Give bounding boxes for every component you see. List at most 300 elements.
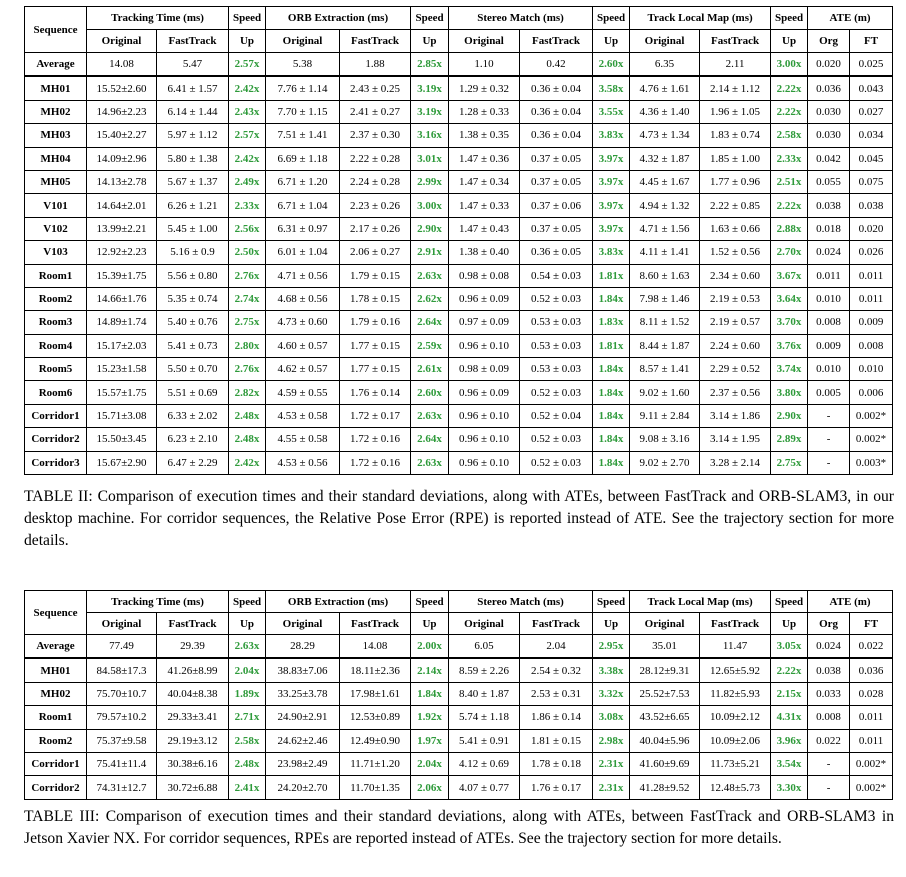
org-header: Org (808, 613, 850, 635)
orb-speedup-cell: 3.19x (411, 100, 449, 123)
stereo-original-cell: 1.38 ± 0.40 (449, 241, 520, 264)
stereo-speedup-cell: 2.31x (593, 752, 630, 775)
stereo-speedup-cell: 1.81x (593, 334, 630, 357)
ate-org-cell: - (808, 752, 850, 775)
sequence-cell: MH01 (25, 76, 87, 100)
ate-org-cell: 0.042 (808, 147, 850, 170)
tracking-speedup-cell: 2.41x (229, 776, 266, 799)
up-header: Up (593, 30, 630, 53)
tracking-fasttrack-cell: 6.47 ± 2.29 (157, 451, 229, 474)
orb-speedup-cell: 2.90x (411, 217, 449, 240)
table-iii (24, 590, 893, 800)
sequence-cell: Room1 (25, 264, 87, 287)
stereo-fasttrack-cell: 0.36 ± 0.05 (520, 241, 593, 264)
orb-original-cell: 4.62 ± 0.57 (266, 358, 340, 381)
sequence-cell: MH02 (25, 100, 87, 123)
ate-ft-cell: 0.002* (850, 404, 893, 427)
ate-ft-cell: 0.009 (850, 311, 893, 334)
original-header: Original (449, 30, 520, 53)
stereo-speedup-cell: 3.38x (593, 658, 630, 682)
orb-fasttrack-cell: 18.11±2.36 (340, 658, 411, 682)
original-header: Original (87, 30, 157, 53)
stereo-original-cell: 4.07 ± 0.77 (449, 776, 520, 799)
sequence-cell: Corridor2 (25, 428, 87, 451)
fasttrack-header: FastTrack (157, 30, 229, 53)
stereo-speedup-cell: 2.31x (593, 776, 630, 799)
orb-speedup-cell: 2.60x (411, 381, 449, 404)
tracking-original-cell: 15.17±2.03 (87, 334, 157, 357)
localmap-speedup-cell: 3.76x (771, 334, 808, 357)
table-ii (24, 6, 893, 475)
localmap-fasttrack-cell: 1.52 ± 0.56 (700, 241, 771, 264)
stereo-original-cell: 1.10 (449, 53, 520, 77)
orb-speedup-cell: 2.14x (411, 658, 449, 682)
ate-org-cell: 0.036 (808, 76, 850, 100)
tracking-fasttrack-cell: 5.16 ± 0.9 (157, 241, 229, 264)
stereo-original-cell: 0.96 ± 0.10 (449, 404, 520, 427)
up-header: Up (411, 30, 449, 53)
localmap-original-cell: 40.04±5.96 (630, 729, 700, 752)
sequence-cell: Average (25, 635, 87, 659)
stereo-fasttrack-cell: 0.54 ± 0.03 (520, 264, 593, 287)
orb-speedup-cell: 3.00x (411, 194, 449, 217)
table-row (25, 194, 893, 217)
stereo-speedup-cell: 1.84x (593, 287, 630, 310)
tracking-original-cell: 15.39±1.75 (87, 264, 157, 287)
stereo-speedup-cell: 1.84x (593, 404, 630, 427)
localmap-speedup-cell: 3.74x (771, 358, 808, 381)
stereo-fasttrack-cell: 0.53 ± 0.03 (520, 311, 593, 334)
orb-fasttrack-cell: 1.72 ± 0.17 (340, 404, 411, 427)
ate-ft-cell: 0.002* (850, 776, 893, 799)
tracking-fasttrack-cell: 29.19±3.12 (157, 729, 229, 752)
stereo-fasttrack-cell: 0.53 ± 0.03 (520, 334, 593, 357)
stereo-original-cell: 1.47 ± 0.36 (449, 147, 520, 170)
orb-fasttrack-cell: 1.79 ± 0.16 (340, 311, 411, 334)
orb-speedup-cell: 2.04x (411, 752, 449, 775)
fasttrack-header: FastTrack (157, 613, 229, 635)
stereo-speedup-cell: 2.98x (593, 729, 630, 752)
org-header: Org (808, 30, 850, 53)
original-header: Original (266, 30, 340, 53)
stereo-speedup-cell: 1.84x (593, 428, 630, 451)
localmap-fasttrack-cell: 12.48±5.73 (700, 776, 771, 799)
tracking-fasttrack-cell: 5.35 ± 0.74 (157, 287, 229, 310)
stereo-original-cell: 1.38 ± 0.35 (449, 124, 520, 147)
table-row (25, 147, 893, 170)
up-header: Up (229, 30, 266, 53)
fasttrack-header: FastTrack (520, 613, 593, 635)
localmap-speedup-cell: 2.22x (771, 100, 808, 123)
ate-ft-cell: 0.011 (850, 264, 893, 287)
orb-speedup-cell: 2.85x (411, 53, 449, 77)
table-row (25, 404, 893, 427)
localmap-speedup-cell: 2.58x (771, 124, 808, 147)
tracking-fasttrack-cell: 30.72±6.88 (157, 776, 229, 799)
localmap-speedup-cell: 4.31x (771, 706, 808, 729)
ate-org-cell: - (808, 776, 850, 799)
orb-fasttrack-cell: 1.77 ± 0.15 (340, 358, 411, 381)
tracking-fasttrack-cell: 29.39 (157, 635, 229, 659)
tracking-speedup-cell: 2.50x (229, 241, 266, 264)
tracking-speedup-cell: 2.57x (229, 124, 266, 147)
orb-speedup-cell: 2.63x (411, 451, 449, 474)
tracking-original-cell: 15.57±1.75 (87, 381, 157, 404)
tracking-fasttrack-cell: 6.26 ± 1.21 (157, 194, 229, 217)
tracking-original-cell: 14.08 (87, 53, 157, 77)
stereo-match-header: Stereo Match (ms) (449, 7, 593, 30)
localmap-speedup-cell: 2.22x (771, 194, 808, 217)
tracking-speedup-cell: 2.74x (229, 287, 266, 310)
original-header: Original (630, 30, 700, 53)
table-ii-caption: TABLE II: Comparison of execution times and their standard deviations, along with ATEs, between FastTrack and ORB-SLAM3, in our desktop machine. For corridor sequences, the Relative Pose Error (RPE) is reported instead of ATE. See the trajectory section for more details. (24, 488, 894, 549)
ate-org-cell: 0.030 (808, 100, 850, 123)
localmap-original-cell: 4.73 ± 1.34 (630, 124, 700, 147)
localmap-speedup-cell: 2.88x (771, 217, 808, 240)
tracking-fasttrack-cell: 40.04±8.38 (157, 682, 229, 705)
stereo-original-cell: 0.96 ± 0.09 (449, 287, 520, 310)
speed-header: Speed (411, 591, 449, 613)
localmap-speedup-cell: 3.30x (771, 776, 808, 799)
tracking-original-cell: 14.96±2.23 (87, 100, 157, 123)
stereo-fasttrack-cell: 1.78 ± 0.18 (520, 752, 593, 775)
tracking-original-cell: 75.37±9.58 (87, 729, 157, 752)
ate-org-cell: 0.033 (808, 682, 850, 705)
tracking-original-cell: 77.49 (87, 635, 157, 659)
stereo-speedup-cell: 1.83x (593, 311, 630, 334)
stereo-original-cell: 6.05 (449, 635, 520, 659)
average-row (25, 53, 893, 77)
ate-org-cell: 0.020 (808, 53, 850, 77)
tracking-speedup-cell: 2.33x (229, 194, 266, 217)
localmap-speedup-cell: 3.54x (771, 752, 808, 775)
tracking-fasttrack-cell: 29.33±3.41 (157, 706, 229, 729)
stereo-fasttrack-cell: 0.53 ± 0.03 (520, 358, 593, 381)
tracking-fasttrack-cell: 5.80 ± 1.38 (157, 147, 229, 170)
tracking-speedup-cell: 2.57x (229, 53, 266, 77)
orb-original-cell: 7.51 ± 1.41 (266, 124, 340, 147)
localmap-speedup-cell: 3.00x (771, 53, 808, 77)
table-row (25, 76, 893, 100)
orb-fasttrack-cell: 11.71±1.20 (340, 752, 411, 775)
sequence-header: Sequence (25, 591, 87, 635)
stereo-original-cell: 1.47 ± 0.34 (449, 170, 520, 193)
localmap-fasttrack-cell: 10.09±2.12 (700, 706, 771, 729)
stereo-fasttrack-cell: 0.52 ± 0.03 (520, 381, 593, 404)
ate-org-cell: 0.024 (808, 241, 850, 264)
tracking-speedup-cell: 2.76x (229, 358, 266, 381)
orb-fasttrack-cell: 14.08 (340, 635, 411, 659)
stereo-fasttrack-cell: 0.52 ± 0.04 (520, 404, 593, 427)
stereo-speedup-cell: 3.58x (593, 76, 630, 100)
localmap-fasttrack-cell: 1.85 ± 1.00 (700, 147, 771, 170)
stereo-fasttrack-cell: 1.81 ± 0.15 (520, 729, 593, 752)
ate-org-cell: 0.030 (808, 124, 850, 147)
stereo-fasttrack-cell: 0.37 ± 0.05 (520, 147, 593, 170)
localmap-original-cell: 41.28±9.52 (630, 776, 700, 799)
speed-header: Speed (593, 7, 630, 30)
stereo-original-cell: 0.96 ± 0.10 (449, 451, 520, 474)
stereo-speedup-cell: 3.97x (593, 147, 630, 170)
ate-org-cell: 0.005 (808, 381, 850, 404)
localmap-speedup-cell: 2.90x (771, 404, 808, 427)
sequence-cell: V102 (25, 217, 87, 240)
tracking-speedup-cell: 2.71x (229, 706, 266, 729)
orb-original-cell: 28.29 (266, 635, 340, 659)
tracking-original-cell: 13.99±2.21 (87, 217, 157, 240)
tracking-original-cell: 14.09±2.96 (87, 147, 157, 170)
table-ii-body (25, 53, 893, 475)
ate-ft-cell: 0.038 (850, 194, 893, 217)
ate-ft-cell: 0.043 (850, 76, 893, 100)
orb-original-cell: 23.98±2.49 (266, 752, 340, 775)
stereo-original-cell: 8.40 ± 1.87 (449, 682, 520, 705)
localmap-fasttrack-cell: 11.47 (700, 635, 771, 659)
stereo-speedup-cell: 3.32x (593, 682, 630, 705)
orb-speedup-cell: 2.61x (411, 358, 449, 381)
tracking-original-cell: 15.52±2.60 (87, 76, 157, 100)
localmap-speedup-cell: 3.64x (771, 287, 808, 310)
localmap-speedup-cell: 3.80x (771, 381, 808, 404)
orb-original-cell: 6.01 ± 1.04 (266, 241, 340, 264)
orb-speedup-cell: 3.16x (411, 124, 449, 147)
sequence-cell: V101 (25, 194, 87, 217)
orb-fasttrack-cell: 11.70±1.35 (340, 776, 411, 799)
ate-org-cell: - (808, 451, 850, 474)
stereo-speedup-cell: 1.84x (593, 358, 630, 381)
stereo-original-cell: 5.74 ± 1.18 (449, 706, 520, 729)
stereo-speedup-cell: 2.95x (593, 635, 630, 659)
localmap-original-cell: 8.44 ± 1.87 (630, 334, 700, 357)
localmap-fasttrack-cell: 2.24 ± 0.60 (700, 334, 771, 357)
original-header: Original (266, 613, 340, 635)
ate-ft-cell: 0.011 (850, 706, 893, 729)
table-row (25, 729, 893, 752)
ate-ft-cell: 0.034 (850, 124, 893, 147)
tracking-original-cell: 15.50±3.45 (87, 428, 157, 451)
orb-speedup-cell: 2.62x (411, 287, 449, 310)
tracking-fasttrack-cell: 6.41 ± 1.57 (157, 76, 229, 100)
localmap-original-cell: 43.52±6.65 (630, 706, 700, 729)
tracking-speedup-cell: 2.75x (229, 311, 266, 334)
stereo-fasttrack-cell: 0.36 ± 0.04 (520, 124, 593, 147)
localmap-original-cell: 6.35 (630, 53, 700, 77)
orb-fasttrack-cell: 2.24 ± 0.28 (340, 170, 411, 193)
sequence-cell: MH02 (25, 682, 87, 705)
tracking-speedup-cell: 2.48x (229, 404, 266, 427)
sequence-cell: MH05 (25, 170, 87, 193)
orb-original-cell: 4.60 ± 0.57 (266, 334, 340, 357)
localmap-speedup-cell: 2.89x (771, 428, 808, 451)
orb-fasttrack-cell: 2.06 ± 0.27 (340, 241, 411, 264)
tracking-fasttrack-cell: 5.67 ± 1.37 (157, 170, 229, 193)
localmap-original-cell: 4.32 ± 1.87 (630, 147, 700, 170)
localmap-original-cell: 9.02 ± 2.70 (630, 451, 700, 474)
ate-ft-cell: 0.011 (850, 729, 893, 752)
fasttrack-header: FastTrack (340, 613, 411, 635)
localmap-fasttrack-cell: 11.82±5.93 (700, 682, 771, 705)
orb-speedup-cell: 3.19x (411, 76, 449, 100)
localmap-original-cell: 28.12±9.31 (630, 658, 700, 682)
original-header: Original (87, 613, 157, 635)
stereo-fasttrack-cell: 2.53 ± 0.31 (520, 682, 593, 705)
tracking-fasttrack-cell: 30.38±6.16 (157, 752, 229, 775)
tracking-fasttrack-cell: 5.97 ± 1.12 (157, 124, 229, 147)
localmap-fasttrack-cell: 3.14 ± 1.95 (700, 428, 771, 451)
tracking-original-cell: 14.64±2.01 (87, 194, 157, 217)
sequence-cell: Room1 (25, 706, 87, 729)
table-row (25, 311, 893, 334)
tracking-speedup-cell: 1.89x (229, 682, 266, 705)
stereo-fasttrack-cell: 2.54 ± 0.32 (520, 658, 593, 682)
tracking-time-header: Tracking Time (ms) (87, 7, 229, 30)
fasttrack-header: FastTrack (700, 613, 771, 635)
tracking-original-cell: 14.13±2.78 (87, 170, 157, 193)
speed-header: Speed (229, 7, 266, 30)
localmap-speedup-cell: 2.33x (771, 147, 808, 170)
ate-org-cell: 0.009 (808, 334, 850, 357)
orb-original-cell: 24.90±2.91 (266, 706, 340, 729)
stereo-speedup-cell: 3.97x (593, 170, 630, 193)
localmap-fasttrack-cell: 2.29 ± 0.52 (700, 358, 771, 381)
localmap-speedup-cell: 3.05x (771, 635, 808, 659)
tracking-fasttrack-cell: 5.51 ± 0.69 (157, 381, 229, 404)
orb-original-cell: 33.25±3.78 (266, 682, 340, 705)
stereo-fasttrack-cell: 0.37 ± 0.05 (520, 170, 593, 193)
ate-ft-cell: 0.075 (850, 170, 893, 193)
orb-fasttrack-cell: 2.23 ± 0.26 (340, 194, 411, 217)
sequence-cell: Room4 (25, 334, 87, 357)
sequence-cell: Average (25, 53, 87, 77)
stereo-speedup-cell: 1.84x (593, 381, 630, 404)
track-local-map-header: Track Local Map (ms) (630, 7, 771, 30)
localmap-original-cell: 8.60 ± 1.63 (630, 264, 700, 287)
tracking-speedup-cell: 2.42x (229, 76, 266, 100)
stereo-original-cell: 0.97 ± 0.09 (449, 311, 520, 334)
ate-ft-cell: 0.027 (850, 100, 893, 123)
localmap-original-cell: 9.08 ± 3.16 (630, 428, 700, 451)
localmap-fasttrack-cell: 2.22 ± 0.85 (700, 194, 771, 217)
stereo-original-cell: 1.47 ± 0.33 (449, 194, 520, 217)
tracking-speedup-cell: 2.80x (229, 334, 266, 357)
table-row (25, 100, 893, 123)
stereo-speedup-cell: 1.84x (593, 451, 630, 474)
orb-fasttrack-cell: 12.49±0.90 (340, 729, 411, 752)
orb-speedup-cell: 1.97x (411, 729, 449, 752)
up-header: Up (411, 613, 449, 635)
orb-speedup-cell: 1.92x (411, 706, 449, 729)
table-row (25, 752, 893, 775)
localmap-original-cell: 41.60±9.69 (630, 752, 700, 775)
tracking-speedup-cell: 2.56x (229, 217, 266, 240)
table-iii-body (25, 635, 893, 800)
original-header: Original (630, 613, 700, 635)
localmap-original-cell: 4.94 ± 1.32 (630, 194, 700, 217)
localmap-original-cell: 8.57 ± 1.41 (630, 358, 700, 381)
localmap-original-cell: 25.52±7.53 (630, 682, 700, 705)
localmap-fasttrack-cell: 2.14 ± 1.12 (700, 76, 771, 100)
orb-speedup-cell: 2.59x (411, 334, 449, 357)
orb-extraction-header: ORB Extraction (ms) (266, 591, 411, 613)
ate-ft-cell: 0.002* (850, 752, 893, 775)
orb-speedup-cell: 2.91x (411, 241, 449, 264)
tracking-speedup-cell: 2.63x (229, 635, 266, 659)
stereo-speedup-cell: 3.08x (593, 706, 630, 729)
tracking-fasttrack-cell: 5.41 ± 0.73 (157, 334, 229, 357)
localmap-original-cell: 9.02 ± 1.60 (630, 381, 700, 404)
tracking-fasttrack-cell: 5.47 (157, 53, 229, 77)
orb-speedup-cell: 2.99x (411, 170, 449, 193)
orb-fasttrack-cell: 1.72 ± 0.16 (340, 451, 411, 474)
sequence-cell: MH03 (25, 124, 87, 147)
fasttrack-header: FastTrack (700, 30, 771, 53)
ate-ft-cell: 0.011 (850, 287, 893, 310)
localmap-original-cell: 7.98 ± 1.46 (630, 287, 700, 310)
stereo-speedup-cell: 1.81x (593, 264, 630, 287)
tracking-fasttrack-cell: 5.56 ± 0.80 (157, 264, 229, 287)
table-row (25, 241, 893, 264)
ate-ft-cell: 0.006 (850, 381, 893, 404)
orb-original-cell: 4.53 ± 0.56 (266, 451, 340, 474)
orb-extraction-header: ORB Extraction (ms) (266, 7, 411, 30)
orb-fasttrack-cell: 1.72 ± 0.16 (340, 428, 411, 451)
speed-header: Speed (771, 591, 808, 613)
localmap-speedup-cell: 2.15x (771, 682, 808, 705)
localmap-original-cell: 8.11 ± 1.52 (630, 311, 700, 334)
stereo-fasttrack-cell: 0.52 ± 0.03 (520, 428, 593, 451)
up-header: Up (771, 30, 808, 53)
ate-org-cell: 0.024 (808, 635, 850, 659)
orb-original-cell: 38.83±7.06 (266, 658, 340, 682)
stereo-fasttrack-cell: 1.76 ± 0.17 (520, 776, 593, 799)
stereo-speedup-cell: 3.83x (593, 124, 630, 147)
sequence-cell: Room6 (25, 381, 87, 404)
stereo-speedup-cell: 2.60x (593, 53, 630, 77)
tracking-fasttrack-cell: 5.40 ± 0.76 (157, 311, 229, 334)
ate-ft-cell: 0.020 (850, 217, 893, 240)
tracking-original-cell: 79.57±10.2 (87, 706, 157, 729)
stereo-original-cell: 0.96 ± 0.09 (449, 381, 520, 404)
stereo-original-cell: 0.96 ± 0.10 (449, 428, 520, 451)
orb-original-cell: 4.53 ± 0.58 (266, 404, 340, 427)
orb-original-cell: 24.20±2.70 (266, 776, 340, 799)
tracking-original-cell: 15.23±1.58 (87, 358, 157, 381)
tracking-speedup-cell: 2.42x (229, 147, 266, 170)
localmap-speedup-cell: 2.51x (771, 170, 808, 193)
ate-header: ATE (m) (808, 7, 893, 30)
orb-fasttrack-cell: 1.79 ± 0.15 (340, 264, 411, 287)
localmap-fasttrack-cell: 3.28 ± 2.14 (700, 451, 771, 474)
orb-speedup-cell: 2.63x (411, 264, 449, 287)
table-row (25, 682, 893, 705)
orb-original-cell: 4.68 ± 0.56 (266, 287, 340, 310)
stereo-original-cell: 0.96 ± 0.10 (449, 334, 520, 357)
tracking-original-cell: 84.58±17.3 (87, 658, 157, 682)
orb-original-cell: 7.76 ± 1.14 (266, 76, 340, 100)
tracking-speedup-cell: 2.48x (229, 752, 266, 775)
tracking-fasttrack-cell: 41.26±8.99 (157, 658, 229, 682)
tracking-speedup-cell: 2.04x (229, 658, 266, 682)
stereo-original-cell: 5.41 ± 0.91 (449, 729, 520, 752)
sequence-cell: Corridor1 (25, 752, 87, 775)
localmap-fasttrack-cell: 1.83 ± 0.74 (700, 124, 771, 147)
table-row (25, 170, 893, 193)
ate-ft-cell: 0.003* (850, 451, 893, 474)
localmap-fasttrack-cell: 11.73±5.21 (700, 752, 771, 775)
ate-org-cell: 0.018 (808, 217, 850, 240)
tracking-original-cell: 14.66±1.76 (87, 287, 157, 310)
stereo-fasttrack-cell: 0.36 ± 0.04 (520, 100, 593, 123)
